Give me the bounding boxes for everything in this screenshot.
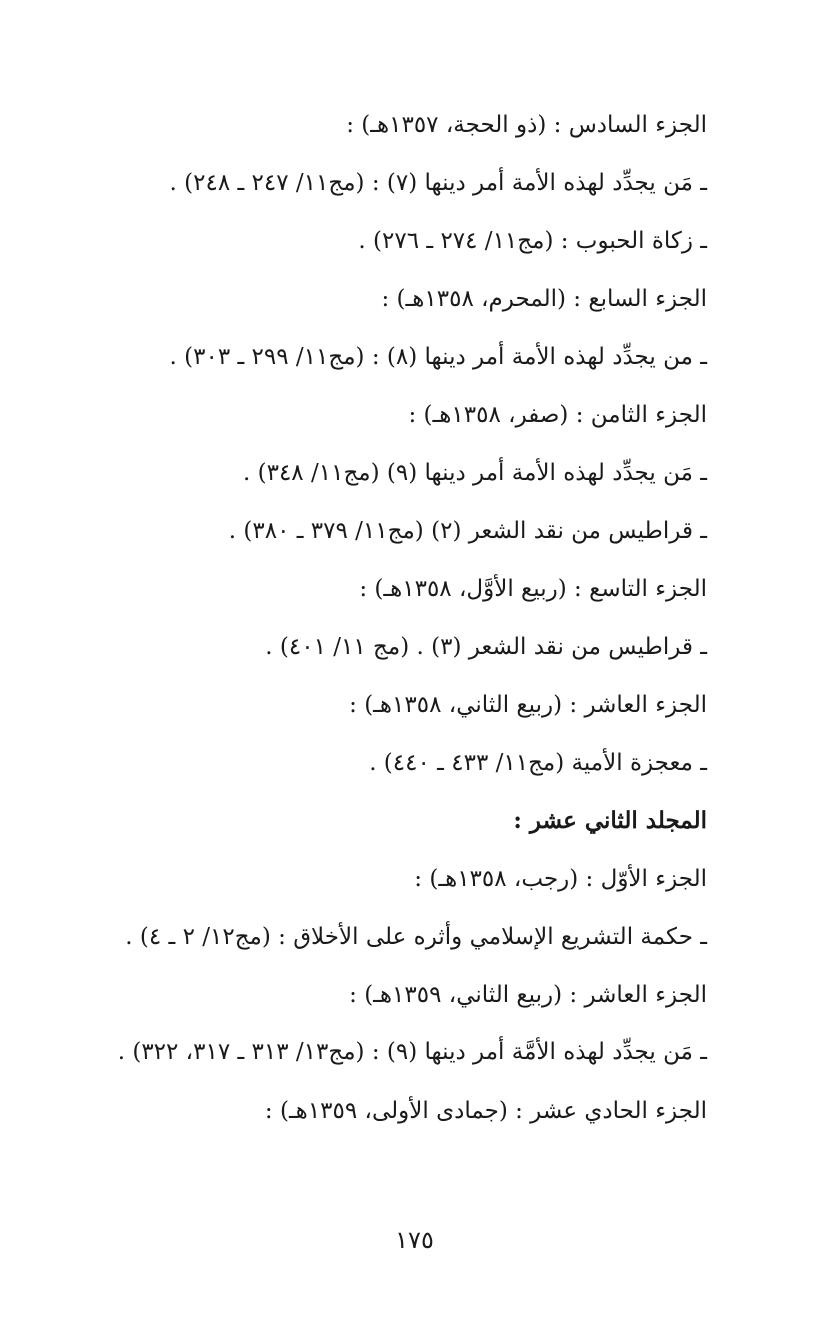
article-entry: ـ حكمة التشريع الإسلامي وأثره على الأخلاق : (مج١٢/ ٢ ـ ٤) .: [125, 924, 707, 950]
part-heading: الجزء الحادي عشر : (جمادى الأولى، ١٣٥٩هـ) :: [264, 1098, 707, 1124]
article-entry: ـ قراطيس من نقد الشعر (٢) (مج١١/ ٣٧٩ ـ ٣٨٠) .: [228, 518, 707, 544]
volume-heading: المجلد الثاني عشر :: [513, 807, 707, 834]
index-list: [87, 96, 707, 1140]
article-entry: ـ مَن يجدِّد لهذه الأمة أمر دينها (٧) : (مج١١/ ٢٤٧ ـ ٢٤٨) .: [169, 170, 707, 196]
part-heading: الجزء التاسع : (ربيع الأوَّل، ١٣٥٨هـ) :: [359, 576, 707, 602]
part-heading: الجزء الأوّل : (رجب، ١٣٥٨هـ) :: [414, 866, 707, 892]
article-entry: ـ قراطيس من نقد الشعر (٣) . (مج ١١/ ٤٠١) .: [265, 634, 707, 660]
part-heading: الجزء السادس : (ذو الحجة، ١٣٥٧هـ) :: [346, 112, 707, 138]
part-heading: الجزء العاشر : (ربيع الثاني، ١٣٥٨هـ) :: [349, 692, 707, 718]
article-entry: ـ معجزة الأمية (مج١١/ ٤٣٣ ـ ٤٤٠) .: [369, 750, 707, 776]
part-heading: الجزء العاشر : (ربيع الثاني، ١٣٥٩هـ) :: [349, 982, 707, 1008]
article-entry-wrapped: ـ مَن يجدِّد لهذه الأمَّة أمر دينها (٩) : (مج١٣/ ٣١٣ ـ ٣١٧، ٣٢٢) .: [117, 1039, 707, 1065]
part-heading: الجزء السابع : (المحرم، ١٣٥٨هـ) :: [381, 286, 707, 312]
article-entry: ـ مَن يجدِّد لهذه الأمة أمر دينها (٩) (مج١١/ ٣٤٨) .: [242, 460, 707, 486]
article-entry: ـ من يجدِّد لهذه الأمة أمر دينها (٨) : (مج١١/ ٢٩٩ ـ ٣٠٣) .: [169, 344, 707, 370]
part-heading: الجزء الثامن : (صفر، ١٣٥٨هـ) :: [408, 402, 707, 428]
page-number: ١٧٥: [395, 1226, 434, 1254]
article-entry: ـ زكاة الحبوب : (مج١١/ ٢٧٤ ـ ٢٧٦) .: [358, 228, 707, 254]
